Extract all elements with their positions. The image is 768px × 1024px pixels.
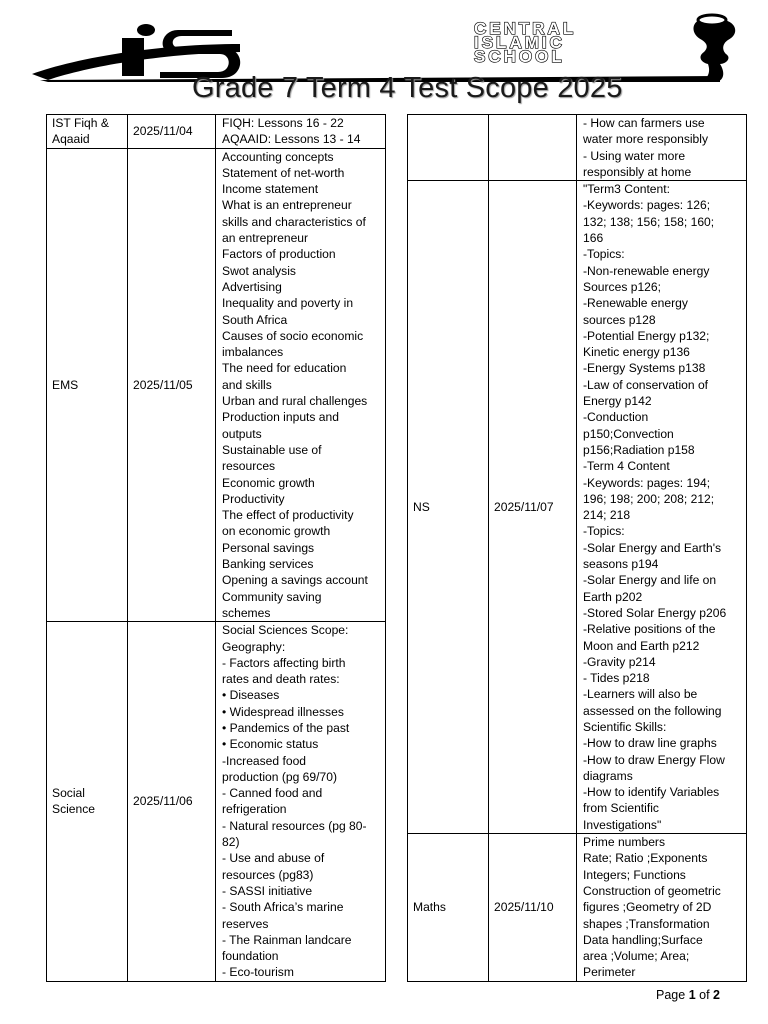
topic-line: 214; 218 xyxy=(583,508,631,523)
topic-line: Personal savings xyxy=(222,540,315,555)
topic-line: -Keywords: pages: 126; xyxy=(583,198,711,213)
topic-line: figures ;Geometry of 2D xyxy=(583,900,712,915)
subject-cell xyxy=(408,834,489,982)
topic-line: refrigeration xyxy=(222,802,287,817)
topic-line: -Conduction xyxy=(583,410,649,425)
topics-cell xyxy=(216,622,386,982)
topic-line: 132; 138; 156; 158; 160; xyxy=(583,214,715,229)
topic-line: Investigations" xyxy=(583,817,662,832)
subject-line: NS xyxy=(413,499,430,514)
topic-line: The effect of productivity xyxy=(222,508,354,523)
topic-line: - Use and abuse of xyxy=(222,851,325,866)
topic-line: production (pg 69/70) xyxy=(222,769,337,784)
subject-line: Aqaaid xyxy=(52,132,90,147)
topic-line: Income statement xyxy=(222,182,319,197)
date-cell: 2025/11/04 xyxy=(128,115,216,149)
test-scope-table-right xyxy=(407,114,747,982)
topic-line: 82) xyxy=(222,835,240,850)
topic-line: diagrams xyxy=(583,768,633,783)
topic-line: Banking services xyxy=(222,557,314,572)
topics-cell xyxy=(216,148,386,622)
topic-line: seasons p194 xyxy=(583,557,659,572)
topic-line: Production inputs and xyxy=(222,410,339,425)
page-total: 2 xyxy=(713,988,720,1002)
topic-line: FIQH: Lessons 16 - 22 xyxy=(222,116,344,130)
page-prefix: Page xyxy=(656,988,686,1002)
topic-line: schemes xyxy=(222,605,271,620)
topic-line: -Stored Solar Energy p206 xyxy=(583,605,727,620)
subject-cell xyxy=(47,115,128,149)
topics-cell xyxy=(577,834,747,982)
table-row xyxy=(408,115,747,181)
topic-line: Swot analysis xyxy=(222,263,296,278)
topic-line: Community saving xyxy=(222,589,322,604)
topic-line: -Energy Systems p138 xyxy=(583,361,706,376)
topic-line: -Gravity p214 xyxy=(583,654,656,669)
topic-line: p156;Radiation p158 xyxy=(583,442,695,457)
date-cell: 2025/11/06 xyxy=(128,622,216,982)
topic-line: - Using water more xyxy=(583,148,686,163)
table-row xyxy=(408,834,747,982)
topic-line: -How to draw Energy Flow xyxy=(583,752,725,767)
subject-cell xyxy=(408,181,489,834)
topic-line: area ;Volume; Area; xyxy=(583,949,690,964)
topic-line: - SASSI initiative xyxy=(222,883,313,898)
date-cell: 2025/11/10 xyxy=(489,834,577,982)
topic-line: - Tides p218 xyxy=(583,671,650,686)
topic-line: Statement of net-worth xyxy=(222,165,345,180)
topic-line: • Widespread illnesses xyxy=(222,704,344,719)
topic-line: Data handling;Surface xyxy=(583,932,703,947)
topic-line: -Topics: xyxy=(583,524,625,539)
topic-line: Scientific Skills: xyxy=(583,719,667,734)
topic-line: -Law of conservation of xyxy=(583,377,709,392)
topic-line: -Relative positions of the xyxy=(583,622,716,637)
topic-line: imbalances xyxy=(222,345,284,360)
topic-line: Earth p202 xyxy=(583,589,643,604)
subject-line: Science xyxy=(52,802,96,817)
topic-line: Sustainable use of xyxy=(222,442,322,457)
topic-line: Social Sciences Scope: xyxy=(222,623,349,638)
topic-line: • Diseases xyxy=(222,688,280,703)
topic-line: Accounting concepts xyxy=(222,149,334,164)
topic-line: assessed on the following xyxy=(583,703,722,718)
topic-line: -Keywords: pages: 194; xyxy=(583,475,711,490)
topic-line: -Potential Energy p132; xyxy=(583,328,710,343)
topic-line: Geography: xyxy=(222,639,286,654)
topic-line: p150;Convection xyxy=(583,426,674,441)
topic-line: -How to identify Variables xyxy=(583,785,720,800)
topic-line: skills and characteristics of xyxy=(222,214,366,229)
topic-line: -Learners will also be xyxy=(583,687,698,702)
topic-line: -Topics: xyxy=(583,247,625,262)
topic-line: Kinetic energy p136 xyxy=(583,345,690,360)
topic-line: Sources p126; xyxy=(583,279,661,294)
school-name-line: CENTRAL xyxy=(474,19,577,38)
topic-line: - The Rainman landcare xyxy=(222,932,352,947)
table-row xyxy=(47,622,386,982)
subject-line: Maths xyxy=(413,900,446,915)
topic-line: Perimeter xyxy=(583,965,636,980)
table-row xyxy=(47,115,386,149)
topic-line: "Term3 Content: xyxy=(583,182,670,197)
topic-line: resources xyxy=(222,459,276,474)
topic-line: an entrepreneur xyxy=(222,231,309,246)
test-scope-table-left xyxy=(46,114,386,982)
topic-line: 196; 198; 200; 208; 212; xyxy=(583,491,715,506)
topic-line: resources (pg83) xyxy=(222,867,314,882)
topic-line: on economic growth xyxy=(222,524,331,539)
topic-line: - How can farmers use xyxy=(583,116,705,130)
topic-line: Moon and Earth p212 xyxy=(583,638,700,653)
topic-line: - Natural resources (pg 80- xyxy=(222,818,367,833)
topic-line: Inequality and poverty in xyxy=(222,296,354,311)
topics-cell xyxy=(577,181,747,834)
page-current: 1 xyxy=(688,988,696,1002)
topic-line: sources p128 xyxy=(583,312,656,327)
topic-line: South Africa xyxy=(222,312,288,327)
topic-line: • Economic status xyxy=(222,737,319,752)
subject-line: IST Fiqh & xyxy=(52,116,109,130)
topic-line: Prime numbers xyxy=(583,835,665,850)
topic-line: Economic growth xyxy=(222,475,315,490)
document-title: Grade 7 Term 4 Test Scope 2025 xyxy=(192,72,623,104)
topic-line: Integers; Functions xyxy=(583,867,686,882)
date-cell: 2025/11/07 xyxy=(489,181,577,834)
topic-line: Productivity xyxy=(222,491,285,506)
topic-line: -Term 4 Content xyxy=(583,459,670,474)
topics-cell xyxy=(216,115,386,149)
school-name xyxy=(474,19,577,66)
table-row xyxy=(47,148,386,622)
topic-line: from Scientific xyxy=(583,801,659,816)
topics-cell xyxy=(577,115,747,181)
topic-line: reserves xyxy=(222,916,269,931)
topic-line: -Solar Energy and life on xyxy=(583,573,717,588)
table-row xyxy=(408,181,747,834)
topic-line: • Pandemics of the past xyxy=(222,720,350,735)
topic-line: - South Africa’s marine xyxy=(222,900,344,915)
date-cell: 2025/11/05 xyxy=(128,148,216,622)
topic-line: - Canned food and xyxy=(222,786,323,801)
topic-line: Energy p142 xyxy=(583,394,652,409)
topic-line: water more responsibly xyxy=(583,132,709,147)
topic-line: -Solar Energy and Earth's xyxy=(583,540,722,555)
topic-line: Construction of geometric xyxy=(583,883,721,898)
topic-line: 166 xyxy=(583,231,604,246)
topic-line: -How to draw line graphs xyxy=(583,736,717,751)
topic-line: AQAAID: Lessons 13 - 14 xyxy=(222,132,361,147)
subject-line: Social xyxy=(52,786,85,801)
school-name-line: ISLAMIC xyxy=(474,33,565,52)
topic-line: Causes of socio economic xyxy=(222,328,364,343)
topic-line: rates and death rates: xyxy=(222,672,340,687)
subject-line: EMS xyxy=(52,377,79,392)
topic-line: Opening a savings account xyxy=(222,573,368,588)
date-cell xyxy=(489,115,577,181)
topic-line: and skills xyxy=(222,377,272,392)
topic-line: Urban and rural challenges xyxy=(222,394,368,409)
topic-line: - Eco-tourism xyxy=(222,965,294,980)
topic-line: -Renewable energy xyxy=(583,296,688,311)
subject-cell xyxy=(408,115,489,181)
topic-line: responsibly at home xyxy=(583,164,692,179)
topic-line: Advertising xyxy=(222,279,282,294)
page-number xyxy=(656,988,720,1002)
topic-line: Rate; Ratio ;Exponents xyxy=(583,851,708,866)
subject-cell xyxy=(47,148,128,622)
topic-line: What is an entrepreneur xyxy=(222,198,352,213)
topic-line: shapes ;Transformation xyxy=(583,916,710,931)
topic-line: Factors of production xyxy=(222,247,336,262)
page-of: of xyxy=(699,988,710,1002)
school-name-line: SCHOOL xyxy=(474,47,565,66)
topic-line: foundation xyxy=(222,949,279,964)
topic-line: outputs xyxy=(222,426,262,441)
topic-line: The need for education xyxy=(222,361,347,376)
subject-cell xyxy=(47,622,128,982)
topic-line: -Increased food xyxy=(222,753,307,768)
topic-line: -Non-renewable energy xyxy=(583,263,710,278)
topic-line: - Factors affecting birth xyxy=(222,655,346,670)
